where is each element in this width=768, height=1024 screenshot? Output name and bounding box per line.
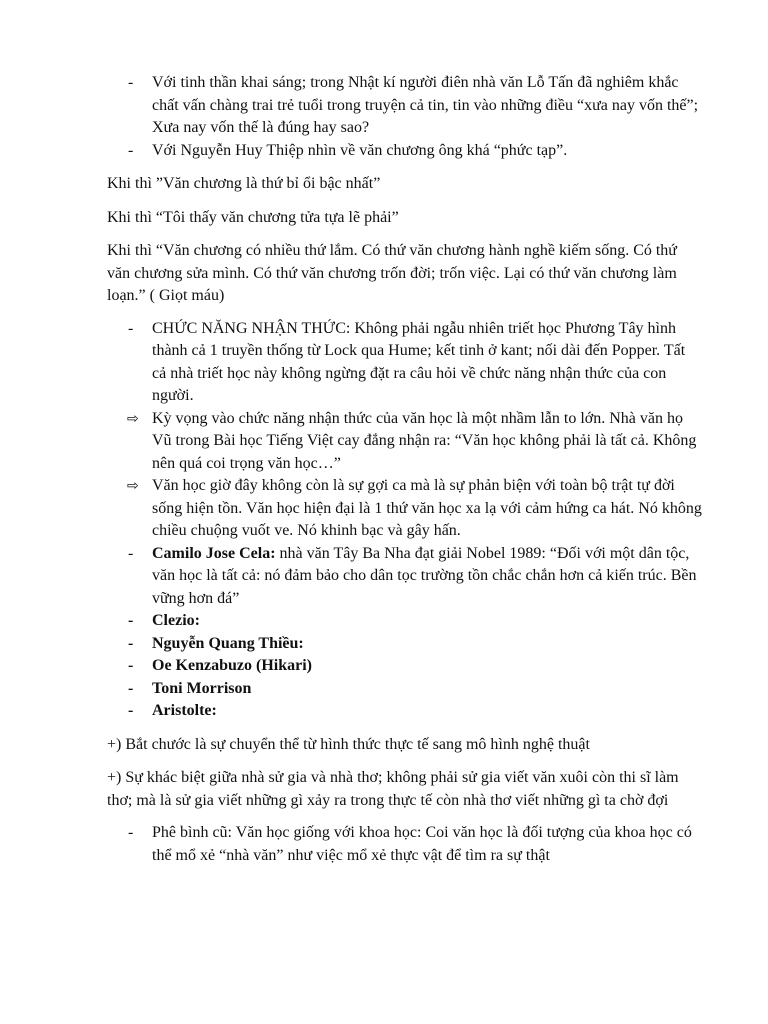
dash-marker: -: [128, 702, 134, 719]
list-item: [107, 318, 702, 408]
list-item: [107, 633, 702, 656]
arrow-right-icon: ⇨: [127, 478, 139, 494]
author-name: Aristolte:: [152, 702, 217, 719]
list-item: [107, 655, 702, 678]
dash-marker: -: [128, 612, 134, 629]
list-item-text: Phê bình cũ: Văn học giống với khoa học: Coi văn học là đối tượng của khoa học có thể mổ xẻ “nhà văn” như việc mổ xẻ thực vật để tìm ra sự thật: [152, 824, 692, 864]
list-item: [107, 72, 702, 140]
paragraph: Khi thì ”Văn chương là thứ bỉ ổi bậc nhất”: [107, 175, 381, 192]
list-item: [107, 700, 702, 723]
list-item: [107, 610, 702, 633]
list-item: [107, 678, 702, 701]
bullet-list-criticism: [107, 822, 702, 867]
list-item-text: Văn học giờ đây không còn là sự gợi ca mà là sự phản biện với toàn bộ trật tự đời sống hiện tồn. Văn học hiện đại là 1 thứ văn học xa lạ với cảm hứng ca hát. Nó không chiều chuộng vuốt ve. Nó khinh bạc và gây hấn.: [152, 477, 702, 539]
dash-marker: -: [128, 544, 134, 562]
list-item-text: nhà văn Tây Ba Nha đạt giải Nobel 1989: “Đối với một dân tộc, văn học là tất cả: nó đảm bảo cho dân tọc trường tồn chắc chắn hơn cả kiến trúc. Bền vững hơn đá”: [152, 544, 697, 607]
dash-marker: -: [128, 679, 134, 697]
paragraph: Khi thì “Văn chương có nhiều thứ lắm. Có thứ văn chương hành nghề kiếm sống. Có thứ văn chương sửa mình. Có thứ văn chương trốn đời; trốn việc. Lại có thứ văn chương làm loạn.” ( Giọt máu): [107, 242, 677, 304]
bullet-list-intro: [107, 72, 702, 162]
list-item: [107, 475, 702, 543]
dash-marker: -: [128, 141, 134, 159]
author-name: Oe Kenzabuzo (Hikari): [152, 657, 312, 674]
list-item: [107, 543, 702, 611]
author-name: Toni Morrison: [152, 679, 252, 697]
list-item-text: Kỳ vọng vào chức năng nhận thức của văn học là một nhầm lẫn to lớn. Nhà văn họ Vũ trong Bài học Tiếng Việt cay đắng nhận ra: “Văn học không phải là tất cả. Không nên quá coi trọng văn học…”: [152, 409, 697, 472]
dash-marker: -: [128, 657, 134, 674]
dash-marker: -: [128, 824, 134, 841]
dash-marker: -: [128, 319, 134, 337]
dash-marker: -: [128, 74, 134, 91]
author-name: Nguyễn Quang Thiều:: [152, 634, 304, 652]
list-item: [107, 140, 702, 163]
dash-marker: -: [128, 634, 134, 652]
list-item-text: Với tinh thần khai sáng; trong Nhật kí người điên nhà văn Lỗ Tấn đã nghiêm khắc chất vấn chàng trai trẻ tuổi trong truyện cả tin, tin vào những điều “xưa nay vốn thế”; Xưa nay vốn thế là đúng hay sao?: [152, 74, 699, 136]
paragraph: Khi thì “Tôi thấy văn chương tửa tựa lẽ phải”: [107, 208, 399, 226]
paragraph: +) Bắt chước là sự chuyển thể từ hình thức thực tế sang mô hình nghệ thuật: [107, 735, 590, 753]
list-item: [107, 408, 702, 476]
author-name: Clezio:: [152, 612, 200, 629]
list-item: [107, 822, 702, 867]
list-item-text: CHỨC NĂNG NHẬN THỨC: Không phải ngẫu nhiên triết học Phương Tây hình thành cả 1 truyền thống từ Lock qua Hume; kết tinh ở kant; nối dài đến Popper. Tất cả nhà triết học này không ngừng đặt ra câu hỏi về chức năng nhận thức của con người.: [152, 319, 686, 404]
arrow-right-icon: ⇨: [127, 410, 139, 427]
author-name: Camilo Jose Cela:: [152, 544, 276, 562]
list-item-text: Với Nguyễn Huy Thiệp nhìn về văn chương ông khá “phức tạp”.: [152, 141, 568, 159]
paragraph: +) Sự khác biệt giữa nhà sử gia và nhà thơ; không phải sử gia viết văn xuôi còn thi sĩ làm thơ; mà là sử gia viết những gì xảy ra trong thực tế còn nhà thơ viết những gì ta chờ đợi: [107, 769, 679, 809]
bullet-list-functions: [107, 318, 702, 723]
